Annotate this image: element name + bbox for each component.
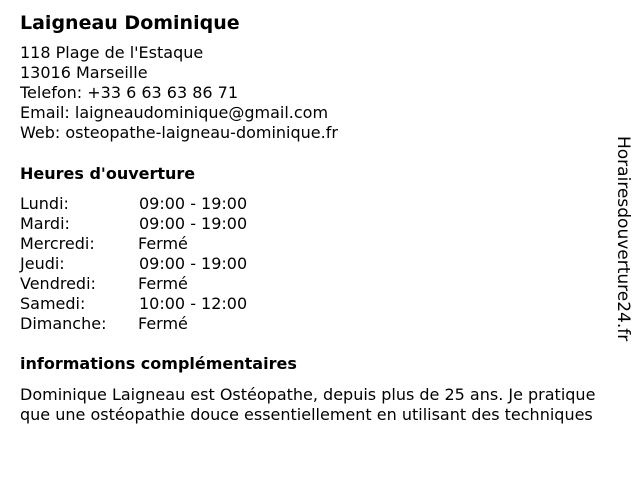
- hours-row-saturday: [20, 294, 320, 314]
- opening-hours-table: [20, 194, 320, 334]
- opening-hours-heading: Heures d'ouverture: [20, 164, 196, 183]
- day-label: Samedi:: [20, 294, 86, 313]
- day-hours: 09:00 - 19:00: [139, 194, 248, 213]
- website: Web: osteopathe-laigneau-dominique.fr: [20, 123, 338, 142]
- day-hours: Fermé: [138, 274, 188, 293]
- day-label: Mercredi:: [20, 234, 95, 253]
- day-hours: Fermé: [138, 314, 188, 333]
- day-hours: 09:00 - 19:00: [139, 254, 248, 273]
- hours-row-thursday: [20, 254, 320, 274]
- hours-row-wednesday: [20, 234, 320, 254]
- day-hours: 10:00 - 12:00: [139, 294, 248, 313]
- business-description: [20, 385, 624, 425]
- watermark-text: Horairesdouverture24.fr: [613, 136, 633, 342]
- hours-row-friday: [20, 274, 320, 294]
- address-street: 118 Plage de l'Estaque: [20, 43, 204, 62]
- address-city: 13016 Marseille: [20, 63, 148, 82]
- site-watermark: [612, 136, 634, 346]
- day-label: Mardi:: [20, 214, 70, 233]
- day-label: Vendredi:: [20, 274, 96, 293]
- business-name: Laigneau Dominique: [20, 12, 240, 34]
- hours-row-monday: [20, 194, 320, 214]
- email-address: Email: laigneaudominique@gmail.com: [20, 103, 329, 122]
- phone-number: Telefon: +33 6 63 63 86 71: [20, 83, 239, 102]
- description-line-2: que une ostéopathie douce essentiellement en utilisant des techniques: [20, 405, 593, 424]
- day-hours: Fermé: [138, 234, 188, 253]
- hours-row-sunday: [20, 314, 320, 334]
- day-hours: 09:00 - 19:00: [139, 214, 248, 233]
- day-label: Lundi:: [20, 194, 69, 213]
- day-label: Dimanche:: [20, 314, 107, 333]
- day-label: Jeudi:: [20, 254, 65, 273]
- hours-row-tuesday: [20, 214, 320, 234]
- additional-info-heading: informations complémentaires: [20, 354, 297, 373]
- description-line-1: Dominique Laigneau est Ostéopathe, depuis plus de 25 ans. Je pratique: [20, 385, 596, 404]
- contact-block: [20, 43, 338, 143]
